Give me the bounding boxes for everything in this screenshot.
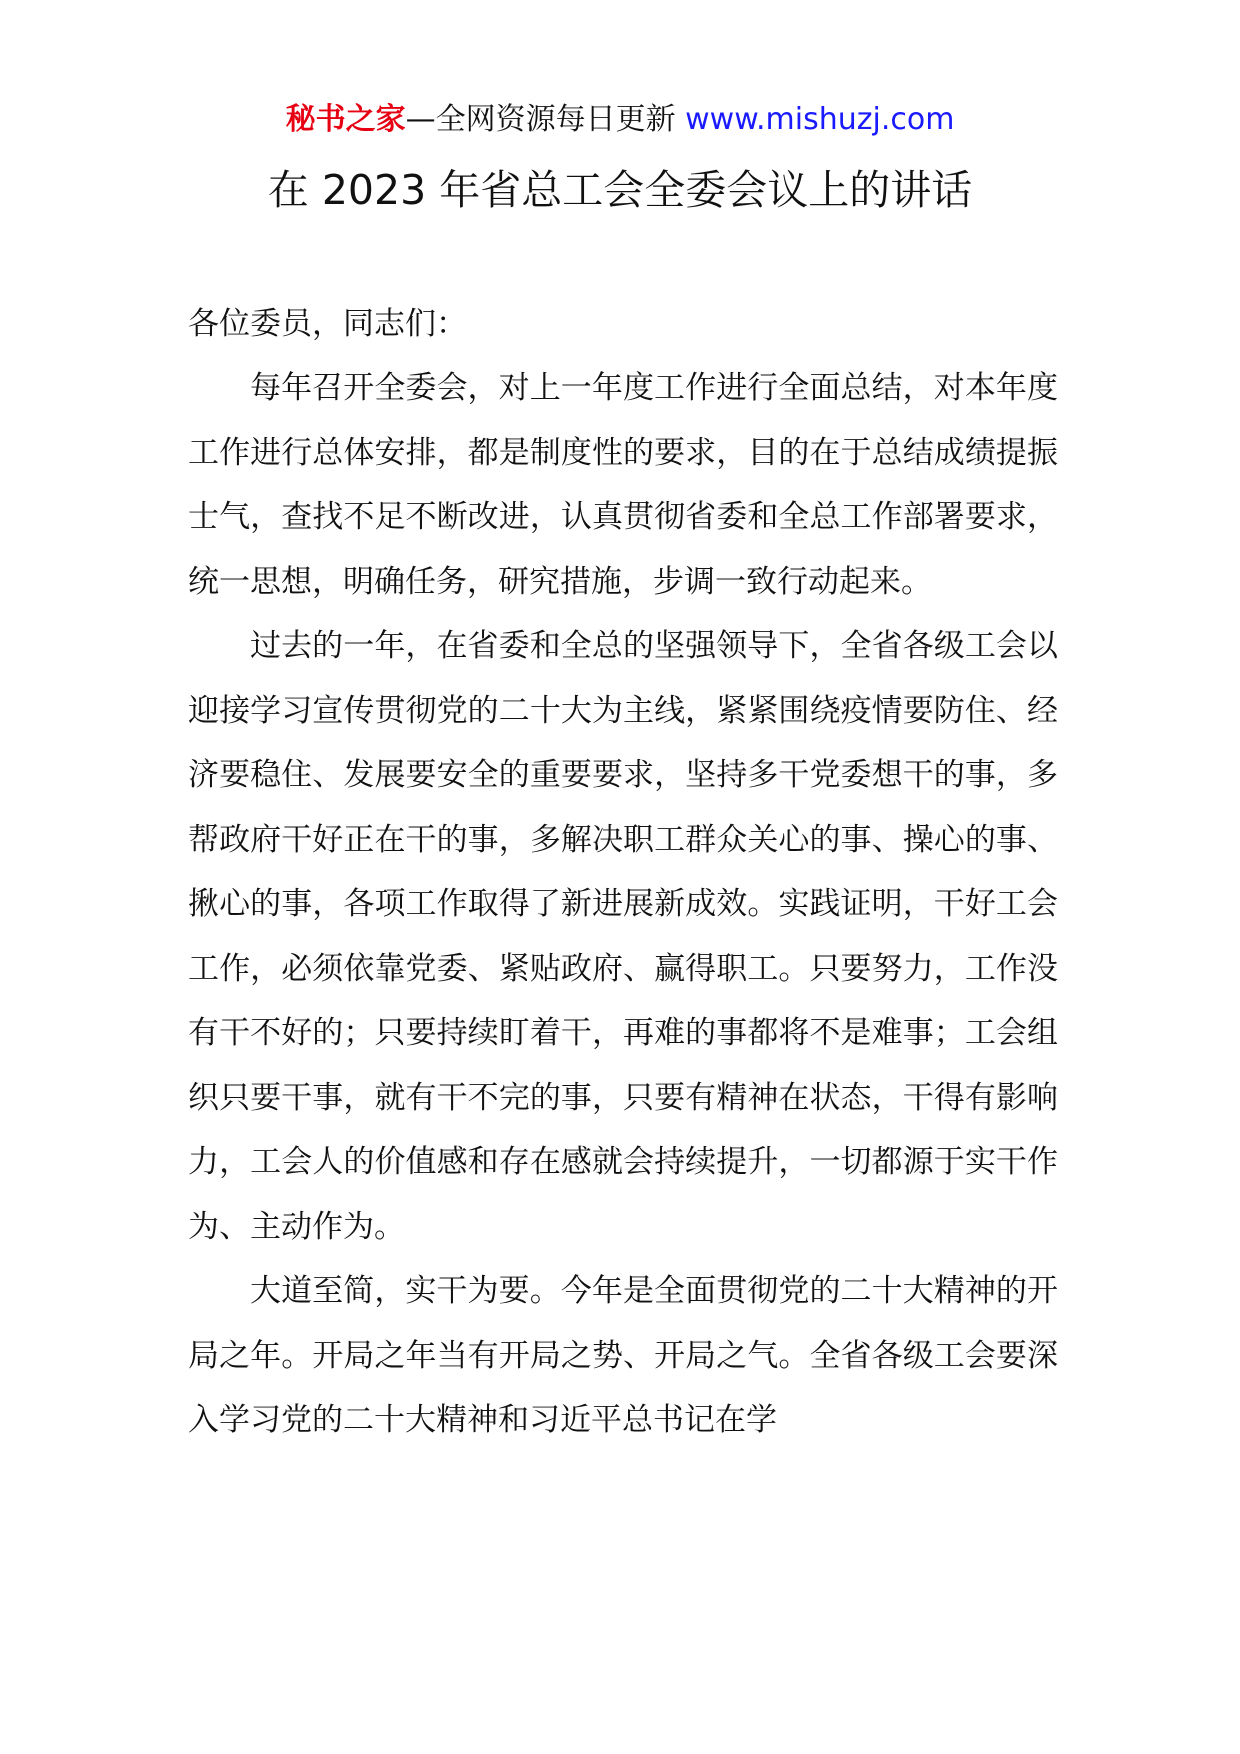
paragraph-1: 每年召开全委会，对上一年度工作进行全面总结，对本年度工作进行总体安排，都是制度性的要求，目的在于总结成绩提振士气，查找不足不断改进，认真贯彻省委和全总工作部署要求，统一思想，明确任务，研究措施，步调一致行动起来。 <box>188 370 1058 600</box>
paragraph-2: 过去的一年，在省委和全总的坚强领导下，全省各级工会以迎接学习宣传贯彻党的二十大为主线，紧紧围绕疫情要防住、经济要稳住、发展要安全的重要要求，坚持多干党委想干的事，多帮政府干好正在干的事，多解决职工群众关心的事、操心的事、揪心的事，各项工作取得了新进展新成效。实践证明，干好工会工作，必须依靠党委、紧贴政府、赢得职工。只要努力，工作没有干不好的；只要持续盯着干，再难的事都将不是难事；工会组织只要干事，就有干不完的事，只要有精神在状态，干得有影响力，工会人的价值感和存在感就会持续提升，一切都源于实干作为、主动作为。 <box>188 628 1058 1245</box>
paragraph-3: 大道至简，实干为要。今年是全面贯彻党的二十大精神的开局之年。开局之年当有开局之势、开局之气。全省各级工会要深入学习党的二十大精神和习近平总书记在学 <box>188 1273 1058 1438</box>
salutation: 各位委员，同志们： <box>188 306 467 342</box>
site-header <box>0 100 1240 140</box>
document-title: 在 2023 年省总工会全委会议上的讲话 <box>267 166 973 214</box>
header-slogan: —全网资源每日更新 <box>405 102 686 137</box>
document-body <box>188 292 1058 1453</box>
brand-name: 秘书之家 <box>285 102 406 137</box>
site-url-link[interactable]: www.mishuzj.com <box>685 102 955 137</box>
